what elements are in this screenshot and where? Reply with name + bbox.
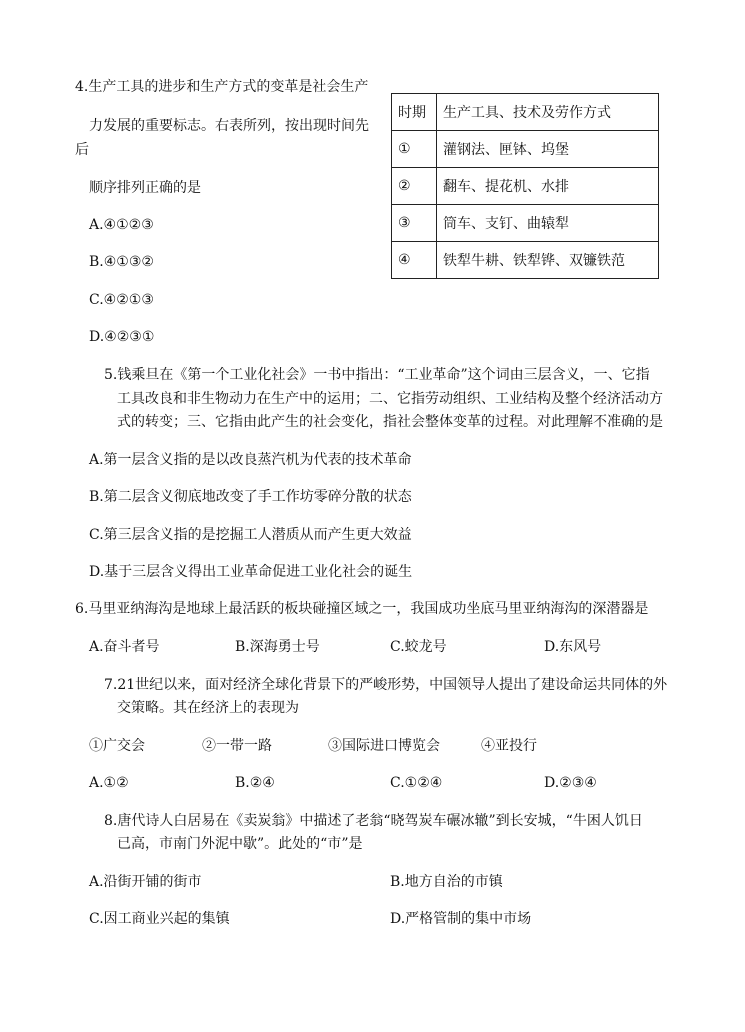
- table-row: [392, 168, 659, 205]
- q4-tools-table: [391, 93, 659, 279]
- table-cell-tools: 灌钢法、匣钵、坞堡: [437, 131, 659, 168]
- q7-option-c[interactable]: C.①②④: [390, 775, 443, 791]
- table-row: [392, 131, 659, 168]
- table-header-period: 时期: [392, 94, 437, 131]
- q4-option-d[interactable]: D.④②③①: [89, 329, 155, 345]
- q6-option-d[interactable]: D.东风号: [544, 639, 602, 655]
- table-cell-tools: 铁犁牛耕、铁犁铧、双镰铁范: [437, 242, 659, 279]
- q5-stem-line3: 式的转变；三、它指由此产生的社会变化，指社会整体变革的过程。对此理解不准确的是: [117, 414, 663, 430]
- table-header-row: [392, 94, 659, 131]
- q4-stem-line4: 顺序排列正确的是: [89, 180, 201, 196]
- table-row: [392, 242, 659, 279]
- q7-item-1: ①广交会: [89, 738, 145, 754]
- q8-stem-line1: 8.唐代诗人白居易在《卖炭翁》中描述了老翁“晓驾炭车碾冰辙”到长安城，“牛困人饥日: [104, 813, 643, 829]
- q5-option-b[interactable]: B.第二层含义彻底地改变了手工作坊零碎分散的状态: [89, 489, 412, 505]
- table-cell-period: ④: [392, 242, 437, 279]
- table-cell-tools: 筒车、支钉、曲辕犁: [437, 205, 659, 242]
- q7-option-a[interactable]: A.①②: [89, 775, 129, 791]
- q7-option-d[interactable]: D.②③④: [544, 775, 597, 791]
- q6-option-b[interactable]: B.深海勇士号: [235, 639, 320, 655]
- q7-option-b[interactable]: B.②④: [235, 775, 275, 791]
- table-cell-period: ①: [392, 131, 437, 168]
- q4-option-b[interactable]: B.④①③②: [89, 254, 154, 270]
- q7-item-4: ④亚投行: [481, 738, 537, 754]
- q8-option-c[interactable]: C.因工商业兴起的集镇: [89, 911, 230, 927]
- table-row: [392, 205, 659, 242]
- table-cell-period: ②: [392, 168, 437, 205]
- q4-stem-line2: 力发展的重要标志。右表所列，按出现时间先: [89, 118, 369, 134]
- q8-stem-line2: 已高，市南门外泥中歇”。此处的“市”是: [117, 836, 363, 852]
- q7-item-3: ③国际进口博览会: [328, 738, 440, 754]
- q8-option-d[interactable]: D.严格管制的集中市场: [390, 911, 532, 927]
- table-header-tools: 生产工具、技术及劳作方式: [437, 94, 659, 131]
- q7-stem-line2: 交策略。其在经济上的表现为: [117, 700, 299, 716]
- q4-stem-line1: 4.生产工具的进步和生产方式的变革是社会生产: [75, 79, 369, 95]
- q8-option-a[interactable]: A.沿街开铺的街市: [89, 874, 202, 890]
- q6-option-c[interactable]: C.蛟龙号: [390, 639, 447, 655]
- q5-option-c[interactable]: C.第三层含义指的是挖掘工人潜质从而产生更大效益: [89, 527, 412, 543]
- q5-option-a[interactable]: A.第一层含义指的是以改良蒸汽机为代表的技术革命: [89, 452, 412, 468]
- q8-option-b[interactable]: B.地方自治的市镇: [390, 874, 503, 890]
- q4-option-c[interactable]: C.④②①③: [89, 292, 154, 308]
- q5-option-d[interactable]: D.基于三层含义得出工业革命促进工业化社会的诞生: [89, 564, 413, 580]
- table-cell-tools: 翻车、提花机、水排: [437, 168, 659, 205]
- q5-stem-line2: 工具改良和非生物动力在生产中的运用；二、它指劳动组织、工业结构及整个经济活动方: [117, 391, 663, 407]
- q5-stem-line1: 5.钱乘旦在《第一个工业化社会》一书中指出：“工业革命”这个词由三层含义，一、它指: [104, 367, 650, 383]
- table-cell-period: ③: [392, 205, 437, 242]
- q4-stem-line3: 后: [75, 142, 89, 158]
- q6-stem-line1: 6.马里亚纳海沟是地球上最活跃的板块碰撞区域之一，我国成功坐底马里亚纳海沟的深潜器是: [75, 601, 649, 617]
- q4-option-a[interactable]: A.④①②③: [89, 217, 154, 233]
- q7-item-2: ②一带一路: [202, 738, 272, 754]
- q6-option-a[interactable]: A.奋斗者号: [89, 639, 160, 655]
- q7-stem-line1: 7.21世纪以来，面对经济全球化背景下的严峻形势，中国领导人提出了建设命运共同体的外: [104, 677, 668, 693]
